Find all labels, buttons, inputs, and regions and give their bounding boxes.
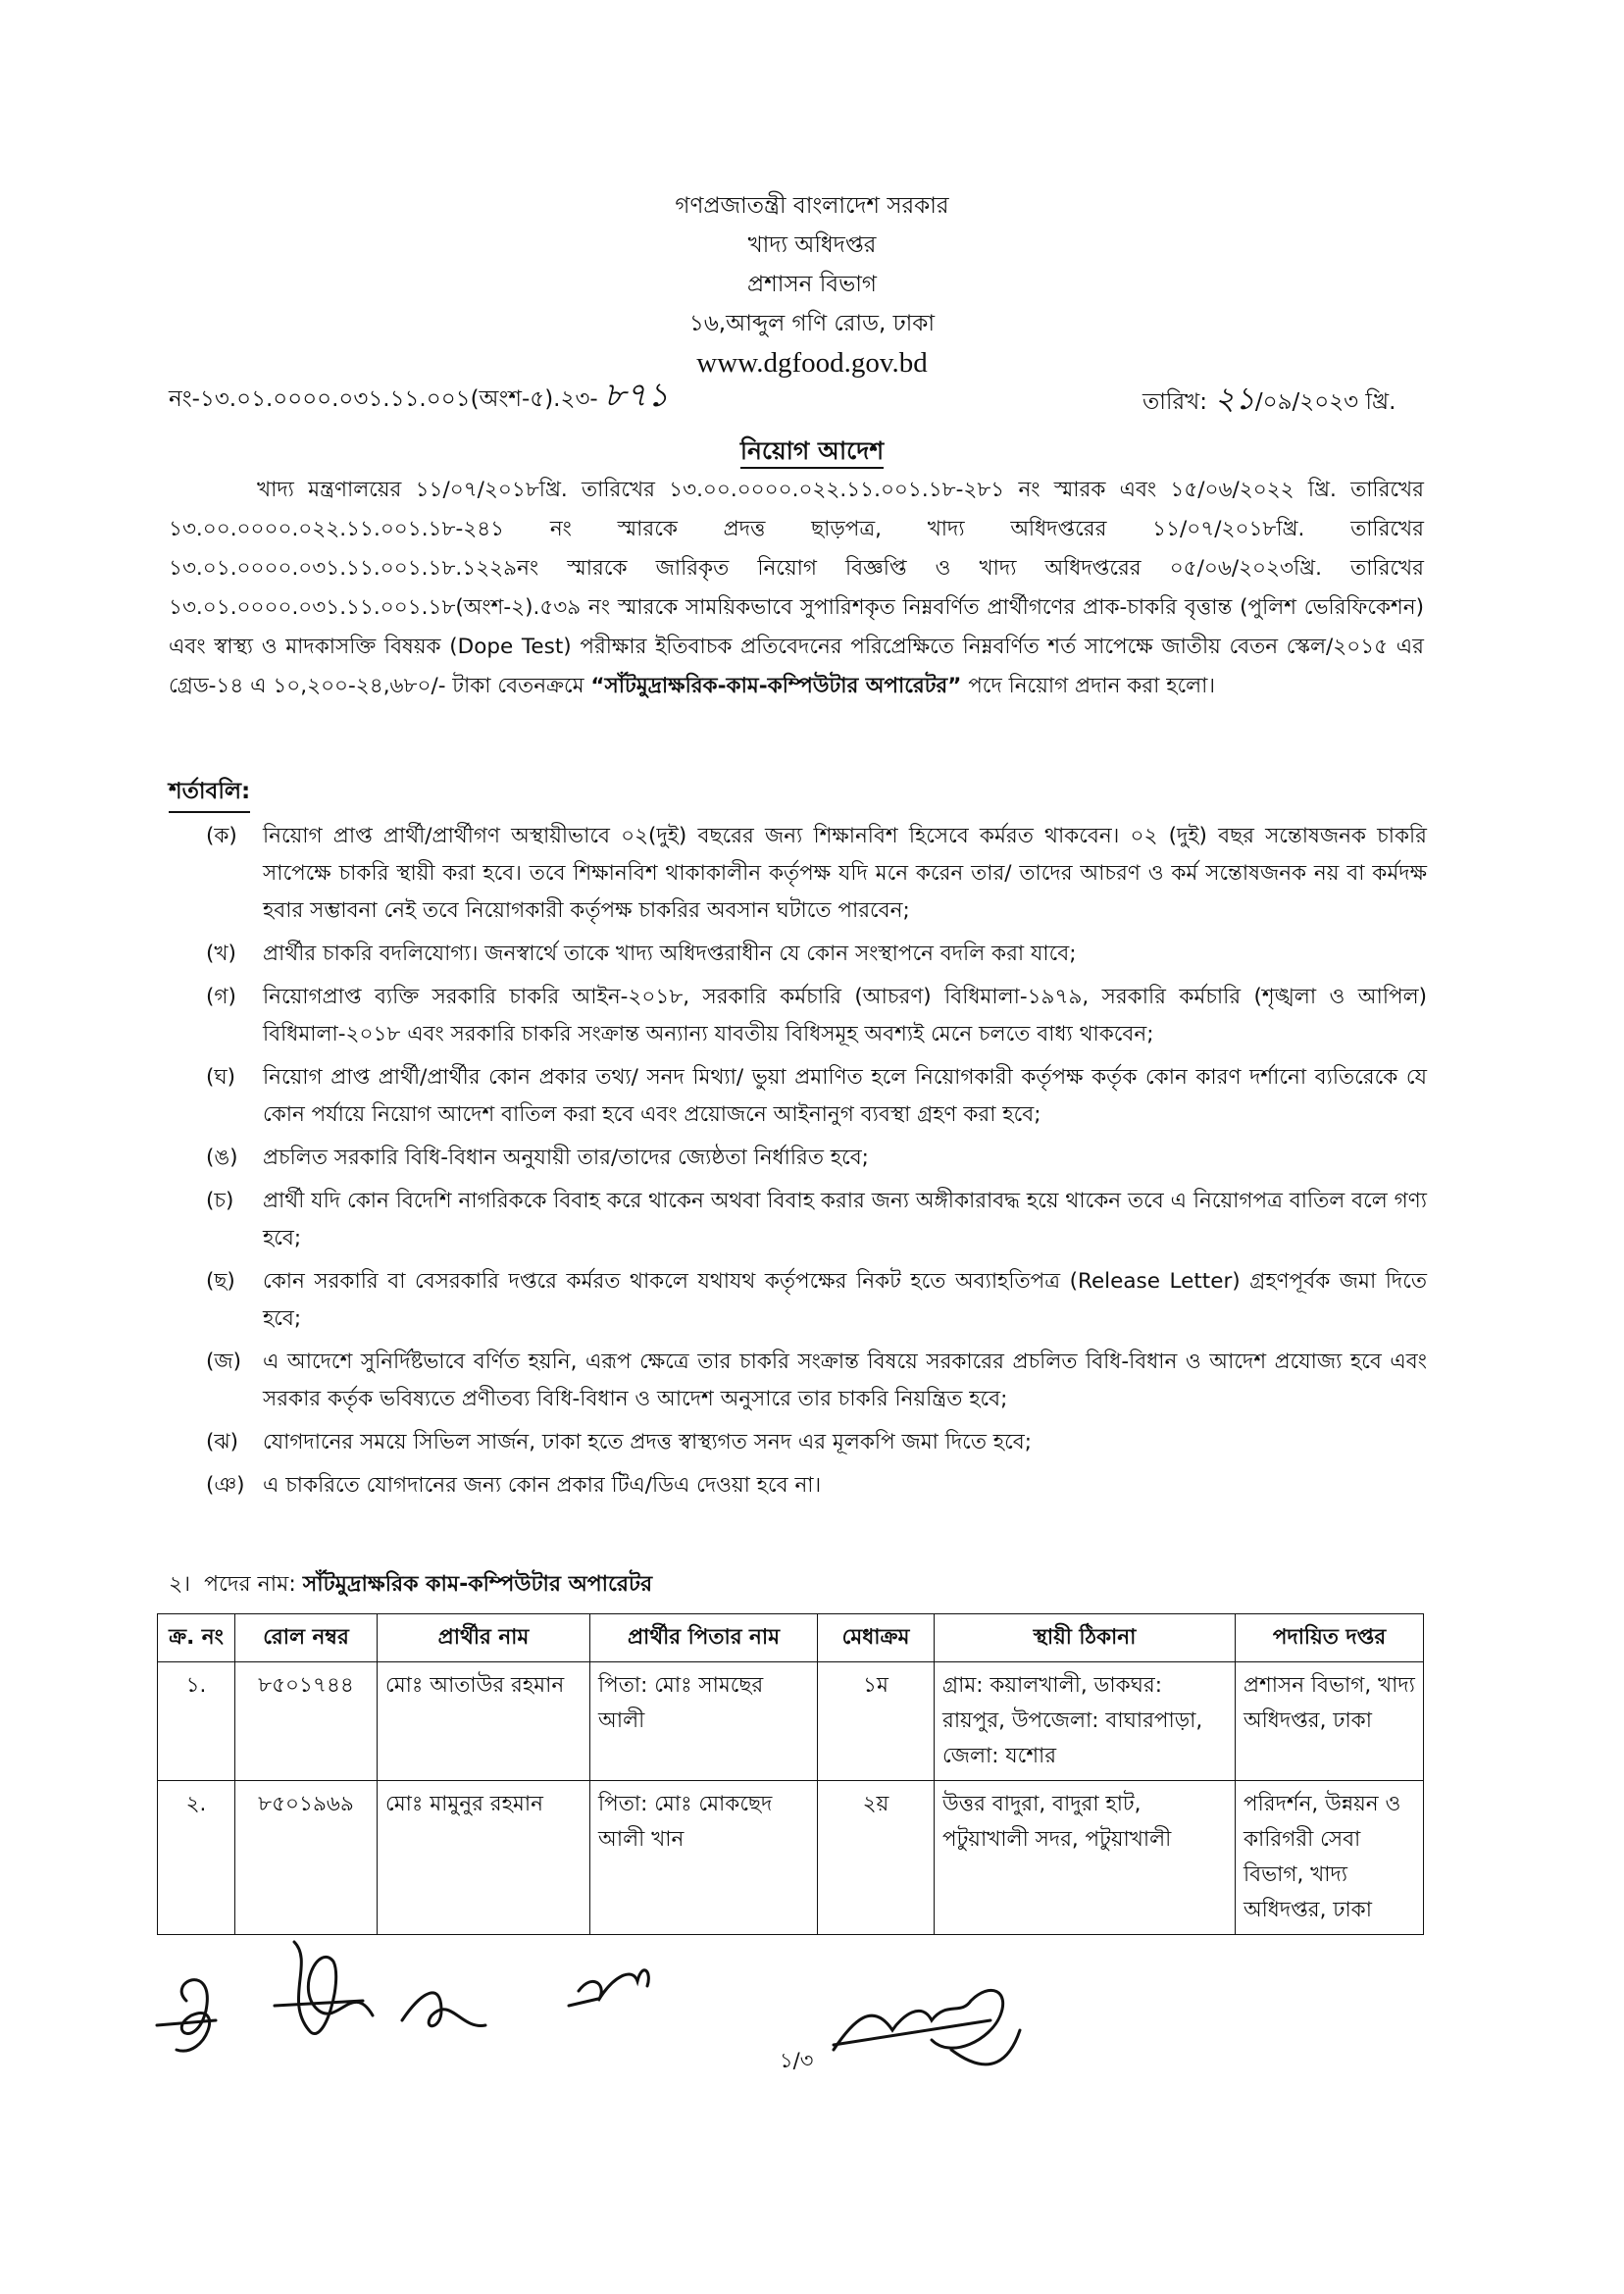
intro-paragraph (169, 471, 1424, 706)
signature-3 (402, 1993, 485, 2026)
address: ১৬,আব্দুল গণি রোড, ঢাকা (688, 311, 936, 336)
date-label: তারিখ: (1142, 389, 1208, 415)
col-address: স্থায়ী ঠিকানা (935, 1614, 1236, 1662)
date-rest: /০৯/২০২৩ খ্রি. (1254, 389, 1396, 415)
post-label: পদের নাম: (204, 1572, 296, 1597)
issue-date (1142, 374, 1396, 427)
signature-1 (157, 1980, 216, 2052)
condition-item: (ঝ) যোগদানের সময়ে সিভিল সার্জন, ঢাকা হতে প্রদত্ত স্বাস্থ্যগত সনদ এর মূলকপি জমা দিতে হবে; (206, 1430, 1032, 1454)
intro-post-name: “সাঁটমুদ্রাক্ষরিক-কাম-কম্পিউটার অপারেটর” (590, 674, 962, 698)
candidates-table (157, 1613, 1424, 1935)
condition-item: (চ) প্রার্থী যদি কোন বিদেশি নাগরিককে বিবাহ করে থাকেন অথবা বিবাহ করার জন্য অঙ্গীকারাবদ্ধ হয়ে থাকেন তবে এ নিয়োগপত্র বাতিল বলে গণ্য হবে; (206, 1189, 1427, 1250)
table-header-row (158, 1614, 1424, 1662)
col-serial: ক্র. নং (158, 1614, 235, 1662)
col-merit: মেধাক্রম (818, 1614, 935, 1662)
section-number: ২। (169, 1572, 191, 1597)
condition-item: (জ) এ আদেশে সুনির্দিষ্টভাবে বর্ণিত হয়নি, এরূপ ক্ষেত্রে তার চাকরি সংক্রান্ত বিষয়ে সরকারের প্রচলিত বিধি-বিধান ও আদেশ প্রযোজ্য হবে এবং সরকার কর্তৃক ভবিষ্যতে প্রণীতব্য বিধি-বিধান ও আদেশ অনুসারে তার চাকরি নিয়ন্ত্রিত হবে; (206, 1350, 1427, 1411)
signature-5 (834, 1990, 1020, 2064)
condition-item: (গ) নিয়োগপ্রাপ্ত ব্যক্তি সরকারি চাকরি আইন-২০১৮, সরকারি কর্মচারি (আচরণ) বিধিমালা-১৯৭৯, সরকারি কর্মচারি (শৃঙ্খলা ও আপিল) বিধিমালা-২০১৮ এবং সরকারি চাকরি সংক্রান্ত অন্যান্য যাবতীয় বিধিসমূহ অবশ্যই মেনে চলতে বাধ্য থাকবেন; (206, 985, 1427, 1046)
order-title: নিয়োগ আদেশ (0, 432, 1624, 474)
col-name: প্রার্থীর নাম (378, 1614, 590, 1662)
condition-item: (ঙ) প্রচলিত সরকারি বিধি-বিধান অনুযায়ী তার/তাদের জ্যেষ্ঠতা নির্ধারিত হবে; (206, 1146, 869, 1170)
condition-item: (ছ) কোন সরকারি বা বেসরকারি দপ্তরে কর্মরত থাকলে যথাযথ কর্তৃপক্ষের নিকট হতে অব্যাহতিপত্র (Release Letter) গ্রহণপূর্বক জমা দিতে হবে; (206, 1269, 1427, 1331)
govt-name: গণপ্রজাতন্ত্রী বাংলাদেশ সরকার (675, 193, 949, 219)
department-name: খাদ্য অধিদপ্তর (747, 232, 877, 258)
website-link[interactable]: www.dgfood.gov.bd (696, 347, 928, 379)
condition-item: (ক) নিয়োগ প্রাপ্ত প্রার্থী/প্রার্থীগণ অস্থায়ীভাবে ০২(দুই) বছরের জন্য শিক্ষানবিশ হিসেবে কর্মরত থাকবেন। ০২ (দুই) বছর সন্তোষজনক চাকরি সাপেক্ষে চাকরি স্থায়ী করা হবে। তবে শিক্ষানবিশ থাকাকালীন কর্তৃপক্ষ যদি মনে করেন তার/ তাদের আচরণ ও কর্ম সন্তোষজনক নয় বা কর্মদক্ষ হবার সম্ভাবনা নেই তবে নিয়োগকারী কর্তৃপক্ষ চাকরির অবসান ঘটাতে পারবেন; (206, 824, 1427, 923)
handwritten-reference: ৮৭১ (603, 376, 669, 415)
condition-item: (ঞ) এ চাকরিতে যোগদানের জন্য কোন প্রকার টিএ/ডিএ দেওয়া হবে না। (206, 1473, 822, 1498)
signature-2 (275, 1942, 373, 2034)
page-number: ১/৩ (780, 2049, 814, 2072)
conditions-heading: শর্তাবলি: (169, 773, 250, 813)
reference-text: নং-১৩.০১.০০০০.০৩১.১১.০০১(অংশ-৫).২৩- (169, 386, 598, 412)
document-header (0, 186, 1624, 382)
post-name-heading (169, 1567, 652, 1604)
table-row: ১. ৮৫০১৭৪৪ মোঃ আতাউর রহমান পিতা: মোঃ সামছের আলী ১ম গ্রাম: কয়ালখালী, ডাকঘর: রায়পুর, উপজেলা: বাঘারপাড়া, জেলা: যশোর প্রশাসন বিভাগ, খাদ্য অধিদপ্তর, ঢাকা (158, 1662, 1424, 1781)
signatures (147, 1922, 1030, 2099)
col-roll: রোল নম্বর (235, 1614, 378, 1662)
conditions-list (206, 818, 1427, 1510)
col-posting: পদায়িত দপ্তর (1236, 1614, 1424, 1662)
handwritten-day: ২১ (1214, 380, 1255, 417)
condition-item: (ঘ) নিয়োগ প্রাপ্ত প্রার্থী/প্রার্থীর কোন প্রকার তথ্য/ সনদ মিথ্যা/ ভুয়া প্রমাণিত হলে নিয়োগকারী কর্তৃপক্ষ কর্তৃক কোন কারণ দর্শানো ব্যতিরেকে যে কোন পর্যায়ে নিয়োগ আদেশ বাতিল করা হবে এবং প্রয়োজনে আইনানুগ ব্যবস্থা গ্রহণ করা হবে; (206, 1065, 1427, 1127)
col-father: প্রার্থীর পিতার নাম (590, 1614, 818, 1662)
intro-text: খাদ্য মন্ত্রণালয়ের ১১/০৭/২০১৮খ্রি. তারিখের ১৩.০০.০০০০.০২২.১১.০০১.১৮-২৮১ নং স্মারক এবং ১৫/০৬/২০২২ খ্রি. তারিখের ১৩.০০.০০০০.০২২.১১.০০১.১৮-২৪১ নং স্মারকে প্রদত্ত ছাড়পত্র, খাদ্য অধিদপ্তরের ১১/০৭/২০১৮খ্রি. তারিখের ১৩.০১.০০০০.০৩১.১১.০০১.১৮.১২২৯নং স্মারকে জারিকৃত নিয়োগ বিজ্ঞপ্তি ও খাদ্য অধিদপ্তরের ০৫/০৬/২০২৩খ্রি. তারিখের ১৩.০১.০০০০.০৩১.১১.০০১.১৮(অংশ-২).৫৩৯ নং স্মারকে সাময়িকভাবে সুপারিশকৃত নিম্নবর্ণিত প্রার্থীগণের প্রাক-চাকরি বৃত্তান্ত (পুলিশ ভেরিফিকেশন) এবং স্বাস্থ্য ও মাদকাসক্তি বিষয়ক (Dope Test) পরীক্ষার ইতিবাচক প্রতিবেদনের পরিপ্রেক্ষিতে নিম্নবর্ণিত শর্ত সাপেক্ষে জাতীয় বেতন স্কেল/২০১৫ এর গ্রেড-১৪ এ ১০,২০০-২৪,৬৮০/- টাকা বেতনক্রমে (169, 478, 1424, 698)
table-row: ২. ৮৫০১৯৬৯ মোঃ মামুনুর রহমান পিতা: মোঃ মোকছেদ আলী খান ২য় উত্তর বাদুরা, বাদুরা হাট, পটুয়াখালী সদর, পটুয়াখালী পরিদর্শন, উন্নয়ন ও কারিগরী সেবা বিভাগ, খাদ্য অধিদপ্তর, ঢাকা (158, 1781, 1424, 1935)
signature-4 (569, 1970, 648, 2006)
intro-text-end: পদে নিয়োগ প্রদান করা হলো। (961, 674, 1216, 698)
reference-number (169, 370, 669, 426)
post-name: সাঁটমুদ্রাক্ষরিক কাম-কম্পিউটার অপারেটর (302, 1572, 653, 1597)
condition-item: (খ) প্রার্থীর চাকরি বদলিযোগ্য। জনস্বার্থে তাকে খাদ্য অধিদপ্তরাধীন যে কোন সংস্থাপনে বদলি করা যাবে; (206, 942, 1077, 966)
division-name: প্রশাসন বিভাগ (747, 272, 877, 297)
